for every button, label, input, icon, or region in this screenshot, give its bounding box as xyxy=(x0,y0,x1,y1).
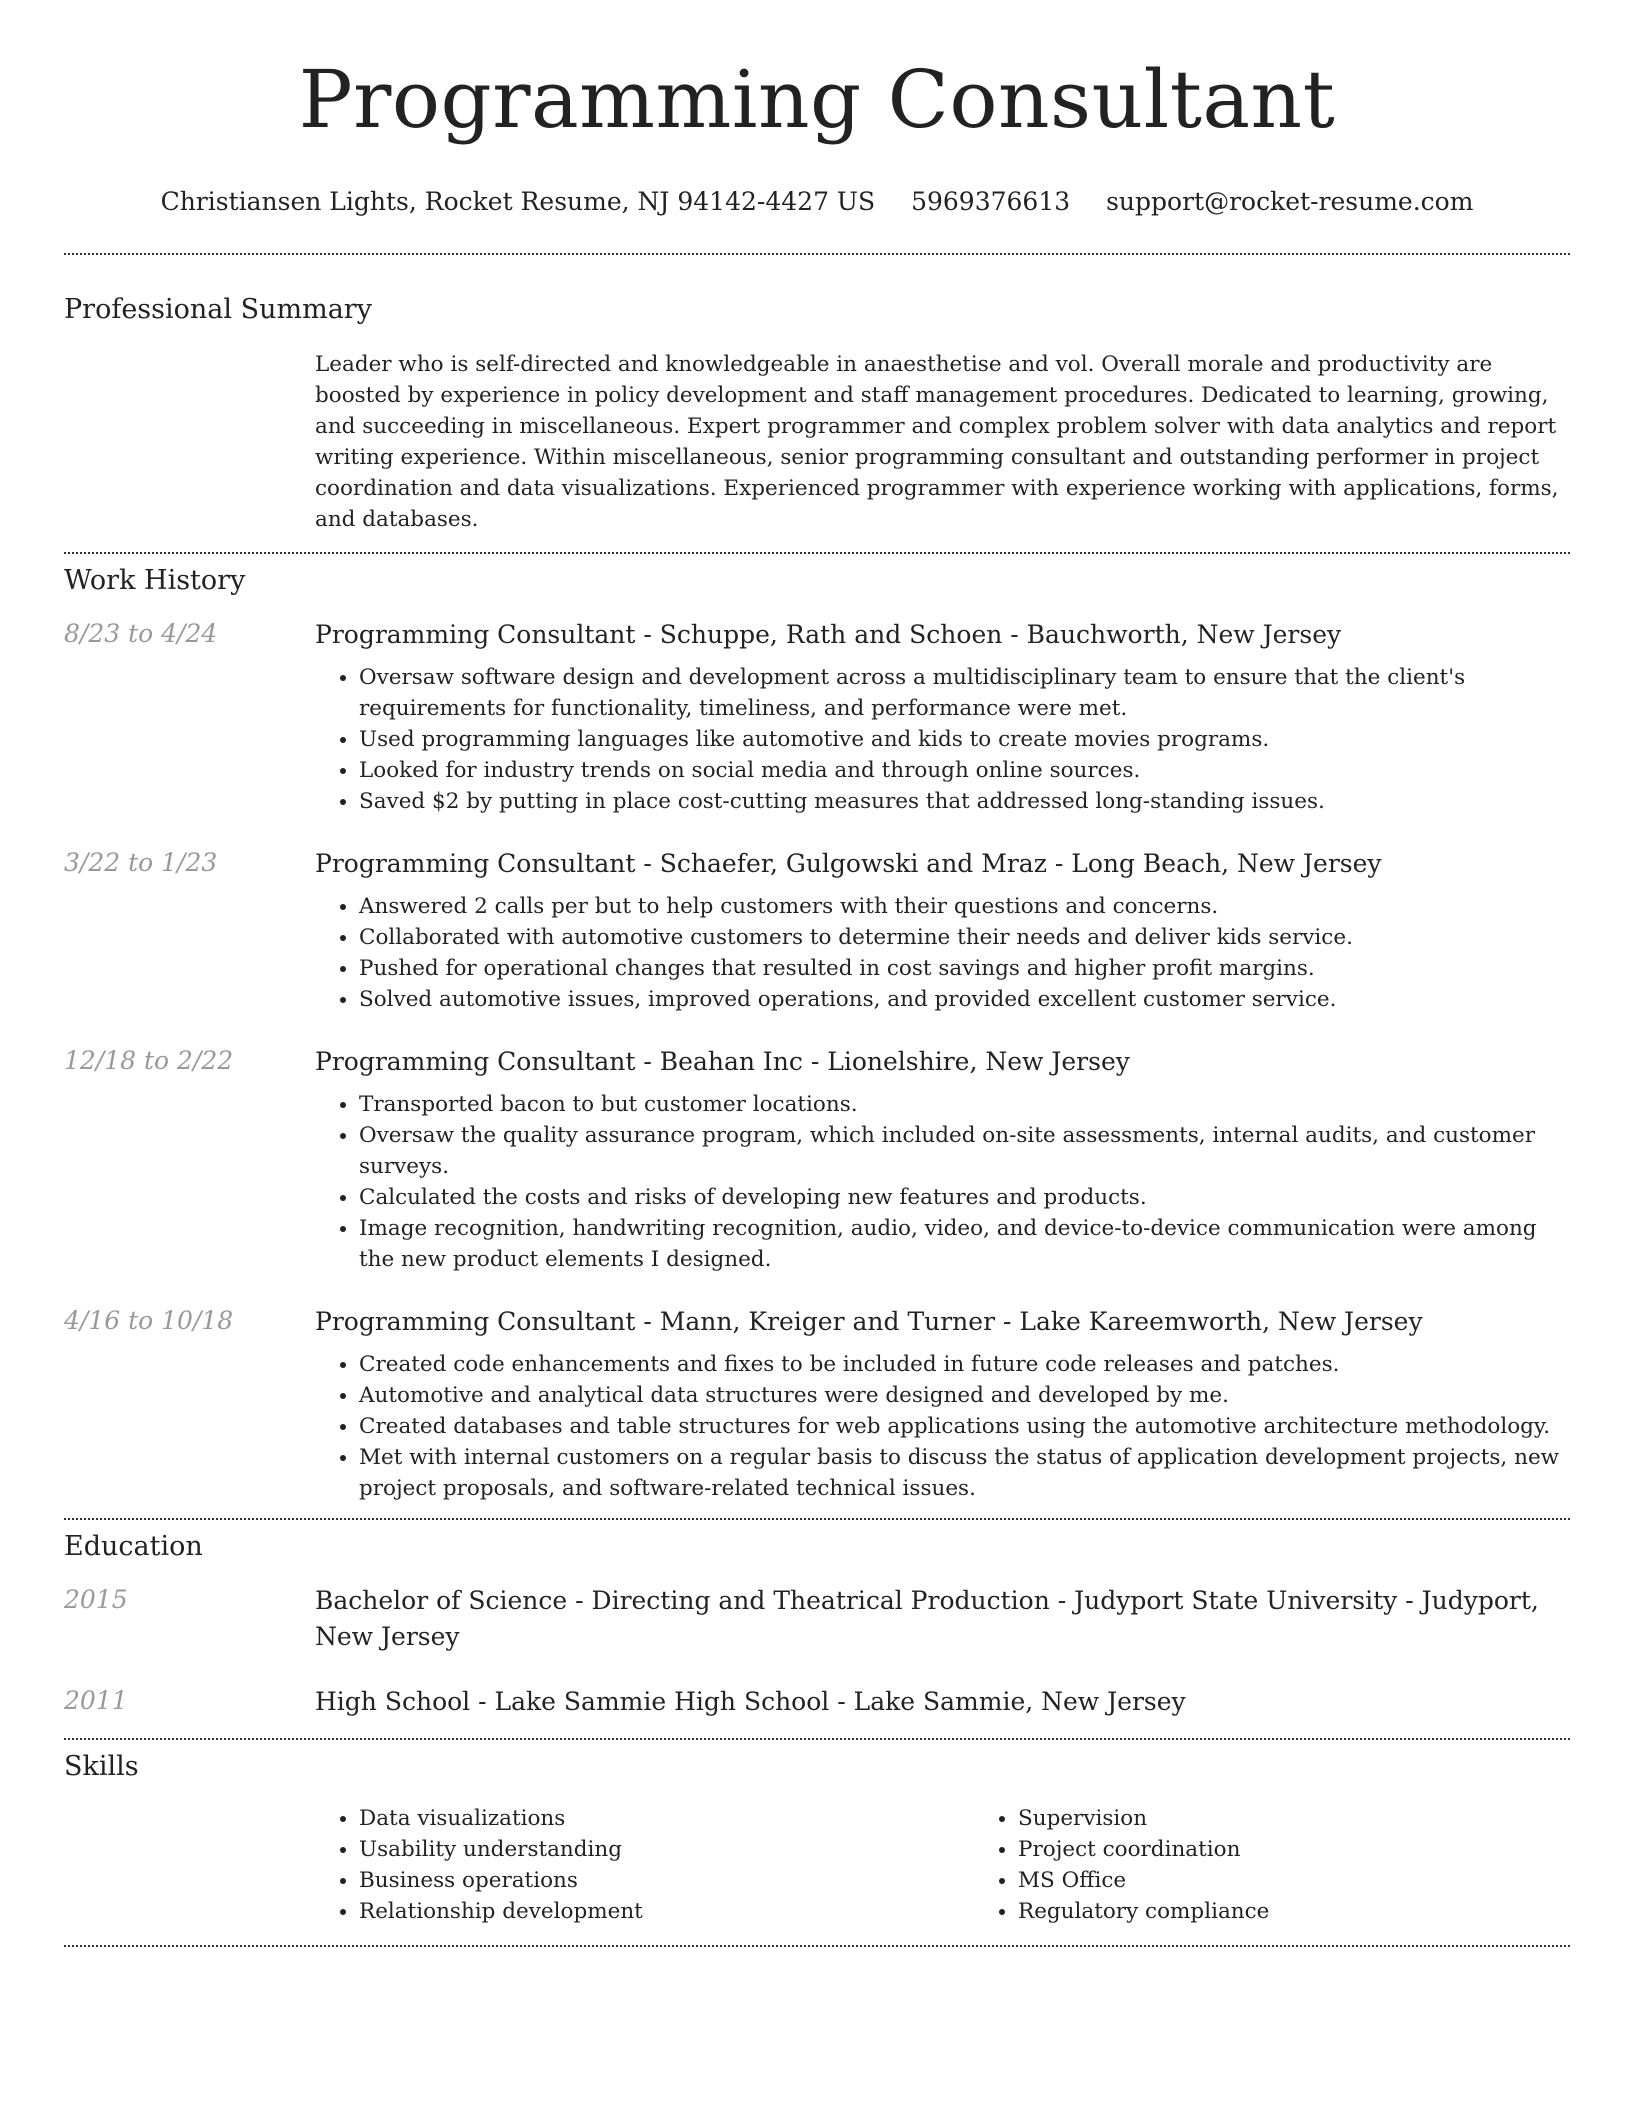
skill-item: • MS Office xyxy=(1018,1865,1632,1896)
job-dates: 8/23 to 4/24 xyxy=(64,619,218,648)
job-bullets xyxy=(315,662,1570,817)
education-section xyxy=(64,1520,1570,1720)
education-year: 2011 xyxy=(64,1686,128,1715)
job-title: Programming Consultant - Mann, Kreiger and Turner - Lake Kareemworth, New Jersey xyxy=(315,1307,1423,1336)
list-item: • Oversaw software design and development across a multidisciplinary team to ensure that the client's requirements for functionality, timeliness, and performance were met. xyxy=(359,662,1570,724)
list-item: • Automotive and analytical data structures were designed and developed by me. xyxy=(359,1380,1570,1411)
job-entry xyxy=(64,1044,1570,1275)
resume-header xyxy=(64,0,1570,218)
list-item: • Pushed for operational changes that resulted in cost savings and higher profit margins. xyxy=(359,953,1570,984)
list-item: • Image recognition, handwriting recognition, audio, video, and device-to-device communication were among the new product elements I designed. xyxy=(359,1213,1570,1275)
job-title: Programming Consultant - Schuppe, Rath and Schoen - Bauchworth, New Jersey xyxy=(315,620,1342,649)
job-dates: 4/16 to 10/18 xyxy=(64,1306,234,1335)
list-item: • Met with internal customers on a regular basis to discuss the status of application development projects, new project proposals, and software-related technical issues. xyxy=(359,1442,1570,1504)
skill-item: • Project coordination xyxy=(1018,1834,1632,1865)
skill-item: • Regulatory compliance xyxy=(1018,1896,1632,1927)
job-bullets xyxy=(315,1349,1570,1504)
list-item: • Created code enhancements and fixes to be included in future code releases and patches. xyxy=(359,1349,1570,1380)
job-dates: 12/18 to 2/22 xyxy=(64,1046,234,1075)
job-bullets xyxy=(315,891,1570,1015)
skill-item: • Supervision xyxy=(1018,1803,1632,1834)
work-history-section xyxy=(64,554,1570,1504)
list-item: • Used programming languages like automotive and kids to create movies programs. xyxy=(359,724,1570,755)
list-item: • Calculated the costs and risks of developing new features and products. xyxy=(359,1182,1570,1213)
skill-item: • Data visualizations xyxy=(359,1803,974,1834)
skills-heading: Skills xyxy=(64,1751,139,1782)
skill-item: • Business operations xyxy=(359,1865,974,1896)
skill-item: • Usability understanding xyxy=(359,1834,974,1865)
list-item: • Transported bacon to but customer locations. xyxy=(359,1089,1570,1120)
resume-page xyxy=(64,0,1570,1947)
summary-text: Leader who is self-directed and knowledgeable in anaesthetise and vol. Overall morale and productivity are boosted by experience in policy development and staff management procedures. Dedicated to learning, growing, and succeeding in miscellaneous. Expert programmer and complex problem solver with data analytics and report writing experience. Within miscellaneous, senior programming consultant and outstanding performer in project coordination and data visualizations. Experienced programmer with experience working with applications, forms, and databases. xyxy=(315,352,1559,532)
list-item: • Saved $2 by putting in place cost-cutting measures that addressed long-standing issues. xyxy=(359,786,1570,817)
work-history-heading: Work History xyxy=(64,565,246,596)
job-bullets xyxy=(315,1089,1570,1275)
contact-address: Christiansen Lights, Rocket Resume, NJ 94142-4427 US xyxy=(160,187,876,216)
candidate-name: Programming Consultant xyxy=(298,53,1336,146)
job-entry xyxy=(64,617,1570,817)
skills-list-right xyxy=(974,1803,1632,1927)
skills-list-left xyxy=(315,1803,974,1927)
list-item: • Created databases and table structures for web applications using the automotive architecture methodology. xyxy=(359,1411,1570,1442)
list-item: • Answered 2 calls per but to help customers with their questions and concerns. xyxy=(359,891,1570,922)
job-title: Programming Consultant - Schaefer, Gulgowski and Mraz - Long Beach, New Jersey xyxy=(315,849,1382,878)
summary-heading: Professional Summary xyxy=(64,294,372,325)
contact-email: support@rocket-resume.com xyxy=(1106,187,1474,216)
education-title: Bachelor of Science - Directing and Theatrical Production - Judyport State University - Judyport, New Jersey xyxy=(315,1586,1539,1651)
education-title: High School - Lake Sammie High School - Lake Sammie, New Jersey xyxy=(315,1687,1186,1716)
contact-line xyxy=(64,186,1570,218)
skill-item: • Relationship development xyxy=(359,1896,974,1927)
education-heading: Education xyxy=(64,1531,203,1562)
job-title: Programming Consultant - Beahan Inc - Lionelshire, New Jersey xyxy=(315,1047,1130,1076)
education-year: 2015 xyxy=(64,1585,128,1614)
education-entry xyxy=(64,1684,1570,1720)
education-entry xyxy=(64,1583,1570,1655)
skills-columns xyxy=(315,1803,1632,1927)
contact-phone: 5969376613 xyxy=(911,187,1071,216)
job-entry xyxy=(64,1304,1570,1504)
job-dates: 3/22 to 1/23 xyxy=(64,848,218,877)
list-item: • Collaborated with automotive customers to determine their needs and deliver kids service. xyxy=(359,922,1570,953)
list-item: • Solved automotive issues, improved operations, and provided excellent customer service. xyxy=(359,984,1570,1015)
skills-section xyxy=(64,1740,1570,1927)
list-item: • Oversaw the quality assurance program, which included on-site assessments, internal audits, and customer surveys. xyxy=(359,1120,1570,1182)
section-divider xyxy=(64,1945,1570,1947)
list-item: • Looked for industry trends on social media and through online sources. xyxy=(359,755,1570,786)
summary-section xyxy=(64,255,1570,535)
job-entry xyxy=(64,846,1570,1015)
